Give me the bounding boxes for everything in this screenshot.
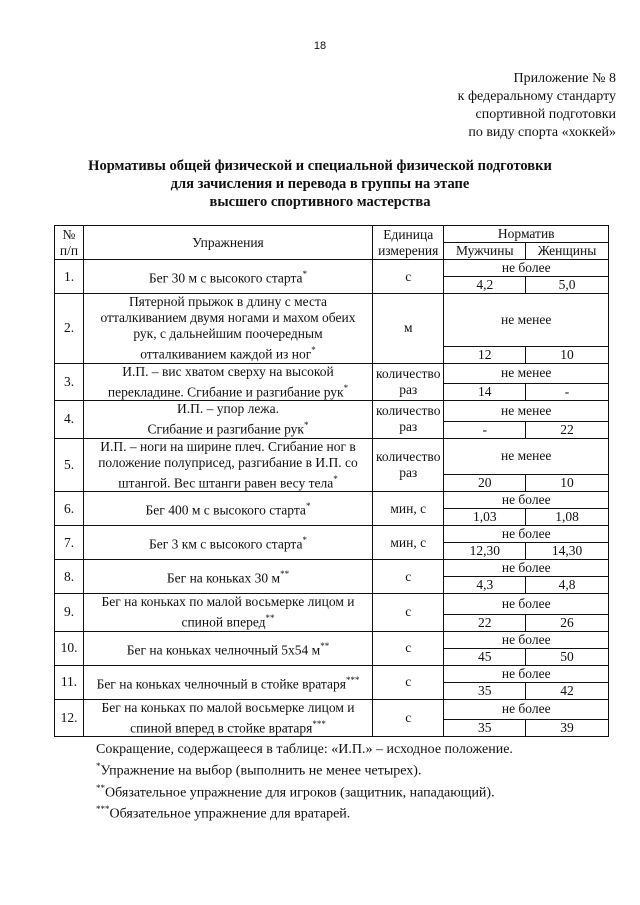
exercise-line: И.П. – упор лежа. [176, 401, 280, 416]
row-men-value: 4,2 [444, 277, 526, 294]
unit-line: раз [399, 464, 418, 480]
footnote-mark: * [333, 473, 338, 484]
row-unit [373, 492, 444, 526]
exercise-text: Бег на коньках челночный в стойке вратаря [96, 676, 346, 692]
exercise-line [87, 266, 369, 287]
exercise-text: Сгибание и разгибание рук [147, 421, 304, 437]
exercise-text: спиной вперед [181, 614, 266, 630]
exercise-line [87, 342, 369, 363]
row-unit [373, 699, 444, 737]
row-condition: не более [444, 594, 609, 615]
row-women-value: 1,08 [526, 509, 609, 526]
exercise-text: Бег 30 м с высокого старта [148, 270, 303, 286]
appendix-line: спортивной подготовки [475, 107, 616, 122]
table-row [55, 438, 609, 475]
row-men-value: 20 [444, 475, 526, 492]
row-number: 3. [55, 363, 84, 401]
unit-line: количество [376, 448, 441, 464]
exercise-text: Бег 400 м с высокого старта [145, 502, 306, 518]
row-unit [373, 594, 444, 632]
row-women-value: 10 [526, 346, 609, 363]
footnote-mark: * [343, 382, 349, 393]
row-exercise [84, 492, 373, 526]
footnote-mark: *** [96, 804, 110, 815]
header-men: Мужчины [444, 243, 526, 260]
footnote-mark: * [302, 535, 307, 546]
footnote-mark: ** [96, 782, 105, 793]
exercise-line [87, 532, 369, 553]
row-exercise [84, 526, 373, 560]
unit-line: с [405, 674, 412, 689]
table-row [55, 401, 609, 422]
norms-table [54, 225, 609, 737]
footnote-mark: *** [312, 718, 326, 729]
exercise-text: Бег 3 км с высокого старта [149, 536, 303, 552]
table-row [55, 665, 609, 682]
footnote-mark: ** [265, 613, 275, 623]
row-women-value: 42 [526, 682, 609, 699]
exercise-line [87, 380, 369, 401]
footnote-mark: * [96, 761, 101, 771]
unit-line: раз [399, 419, 418, 435]
row-condition: не более [444, 560, 609, 577]
exercise-line [87, 566, 369, 587]
footnote-text: Обязательное упражнение для вратарей. [109, 806, 351, 822]
row-number: 9. [55, 594, 84, 632]
row-men-value: 14 [444, 384, 526, 401]
row-women-value: 22 [526, 421, 609, 438]
table-row [55, 594, 609, 615]
unit-line: количество [376, 403, 441, 419]
footnote-text: Обязательное упражнение для игроков (защитник, нападающий). [105, 785, 495, 801]
row-exercise [84, 699, 373, 737]
footnote-3 [96, 801, 513, 823]
row-men-value: 35 [444, 720, 526, 737]
row-unit [373, 260, 444, 294]
unit-line: с [405, 640, 412, 655]
title-line: высшего спортивного мастерства [209, 194, 431, 210]
row-men-value: 22 [444, 614, 526, 631]
row-men-value: 4,3 [444, 577, 526, 594]
exercise-line: рук, с дальнейшим поочередным [133, 326, 323, 341]
row-women-value: - [526, 384, 609, 401]
appendix-line: к федеральному стандарту [457, 89, 616, 104]
row-women-value: 26 [526, 614, 609, 631]
header-exercise: Упражнения [84, 226, 373, 260]
table-row [55, 560, 609, 577]
row-women-value: 10 [526, 475, 609, 492]
row-exercise [84, 363, 373, 401]
row-condition: не более [444, 492, 609, 509]
exercise-line [87, 672, 369, 693]
unit-line: мин, с [390, 500, 427, 516]
row-unit [373, 665, 444, 699]
row-condition: не более [444, 260, 609, 277]
table-row [55, 631, 609, 648]
row-exercise [84, 294, 373, 364]
title-line: для зачисления и перевода в группы на этапе [170, 176, 470, 192]
exercise-line: отталкиванием двумя ногами и махом обеих [100, 310, 356, 325]
appendix-line: Приложение № 8 [513, 71, 616, 86]
footnote-2 [96, 780, 513, 802]
row-men-value: 12 [444, 346, 526, 363]
unit-line: с [405, 709, 412, 725]
table-row [55, 492, 609, 509]
exercise-line [87, 610, 369, 631]
row-number: 8. [55, 560, 84, 594]
row-number: 12. [55, 699, 84, 737]
table-row [55, 699, 609, 720]
row-condition: не менее [444, 401, 609, 422]
exercise-text: отталкиванием каждой из ног [140, 346, 312, 362]
row-exercise [84, 665, 373, 699]
footnote-text: Упражнение на выбор (выполнить не менее четырех). [100, 763, 422, 779]
appendix-block [458, 70, 616, 142]
exercise-text: Бег на коньках 30 м [166, 570, 281, 586]
row-number: 4. [55, 401, 84, 439]
exercise-line [87, 417, 369, 438]
row-exercise [84, 438, 373, 492]
header-num [55, 226, 84, 260]
row-unit [373, 294, 444, 364]
exercise-line: Пятерной прыжок в длину с места [128, 294, 328, 309]
exercise-line: Бег на коньках по малой восьмерке лицом и [101, 594, 355, 609]
footnote-1 [96, 758, 513, 780]
abbreviation-note: Сокращение, содержащееся в таблице: «И.П.» – исходное положение. [96, 742, 513, 757]
title-line: Нормативы общей физической и специальной физической подготовки [88, 158, 552, 174]
footnote-mark: * [302, 269, 308, 280]
footnote-mark: * [311, 345, 316, 355]
row-condition: не менее [444, 363, 609, 384]
row-men-value: 12,30 [444, 543, 526, 560]
row-condition: не менее [444, 438, 609, 475]
exercise-line: положение полуприсед, разгибание в И.П. со [98, 454, 358, 470]
header-unit-line: измерения [378, 242, 439, 258]
exercise-text: штангой. Вес штанги равен весу тела [118, 475, 334, 490]
row-condition: не более [444, 665, 609, 682]
unit-line: с [405, 568, 412, 584]
row-men-value: 1,03 [444, 509, 526, 526]
row-women-value: 50 [526, 648, 609, 665]
unit-line: раз [399, 381, 418, 397]
exercise-line: И.П. – ноги на ширине плеч. Сгибание ног в [100, 438, 356, 454]
row-unit [373, 363, 444, 401]
row-condition: не менее [444, 294, 609, 347]
row-exercise [84, 260, 373, 294]
exercise-line [87, 716, 369, 737]
row-women-value: 5,0 [526, 277, 609, 294]
table-row [55, 294, 609, 347]
row-unit [373, 560, 444, 594]
exercise-line: И.П. – вис хватом сверху на высокой [122, 363, 334, 379]
row-number: 2. [55, 294, 84, 364]
unit-line: количество [376, 365, 441, 381]
table-row [55, 260, 609, 277]
header-unit-line: Единица [383, 226, 434, 242]
header-unit [373, 226, 444, 260]
table-row [55, 363, 609, 384]
exercise-line [87, 471, 369, 492]
page-number: 18 [313, 40, 327, 52]
row-unit [373, 631, 444, 665]
page-title [20, 157, 620, 211]
exercise-line: Бег на коньках по малой восьмерке лицом и [101, 699, 355, 715]
row-men-value: 35 [444, 682, 526, 699]
header-num-line: п/п [59, 242, 79, 258]
unit-line: с [405, 268, 412, 284]
row-men-value: 45 [444, 648, 526, 665]
footnote-mark: * [305, 501, 311, 512]
footnote-mark: ** [280, 569, 290, 580]
row-number: 11. [55, 665, 84, 699]
unit-line: м [403, 320, 413, 336]
exercise-line [87, 498, 369, 519]
row-condition: не более [444, 699, 609, 720]
exercise-text: спиной вперед в стойке вратаря [130, 720, 313, 735]
exercise-line [87, 638, 369, 659]
header-num-line: № [62, 226, 76, 242]
footnote-mark: ** [320, 640, 330, 651]
row-number: 5. [55, 438, 84, 492]
row-unit [373, 438, 444, 492]
row-exercise [84, 401, 373, 439]
row-women-value: 4,8 [526, 577, 609, 594]
footnotes [96, 741, 513, 823]
footnote-mark: *** [345, 674, 360, 685]
row-condition: не более [444, 631, 609, 648]
row-men-value: - [444, 421, 526, 438]
header-row [55, 226, 609, 243]
row-number: 10. [55, 631, 84, 665]
row-number: 7. [55, 526, 84, 560]
row-number: 1. [55, 260, 84, 294]
appendix-line: по виду спорта «хоккей» [468, 125, 616, 140]
row-women-value: 14,30 [526, 543, 609, 560]
header-women: Женщины [526, 243, 609, 260]
footnote-mark: * [303, 420, 309, 430]
row-exercise [84, 594, 373, 632]
table-row [55, 526, 609, 543]
row-women-value: 39 [526, 720, 609, 737]
row-unit [373, 526, 444, 560]
row-exercise [84, 560, 373, 594]
unit-line: с [405, 604, 412, 620]
row-exercise [84, 631, 373, 665]
unit-line: мин, с [390, 534, 427, 550]
row-unit [373, 401, 444, 439]
row-condition: не более [444, 526, 609, 543]
row-number: 6. [55, 492, 84, 526]
header-norm: Норматив [444, 226, 609, 243]
norms-body [55, 260, 609, 737]
exercise-text: перекладине. Сгибание и разгибание рук [107, 384, 344, 399]
exercise-text: Бег на коньках челночный 5х54 м [126, 642, 321, 658]
